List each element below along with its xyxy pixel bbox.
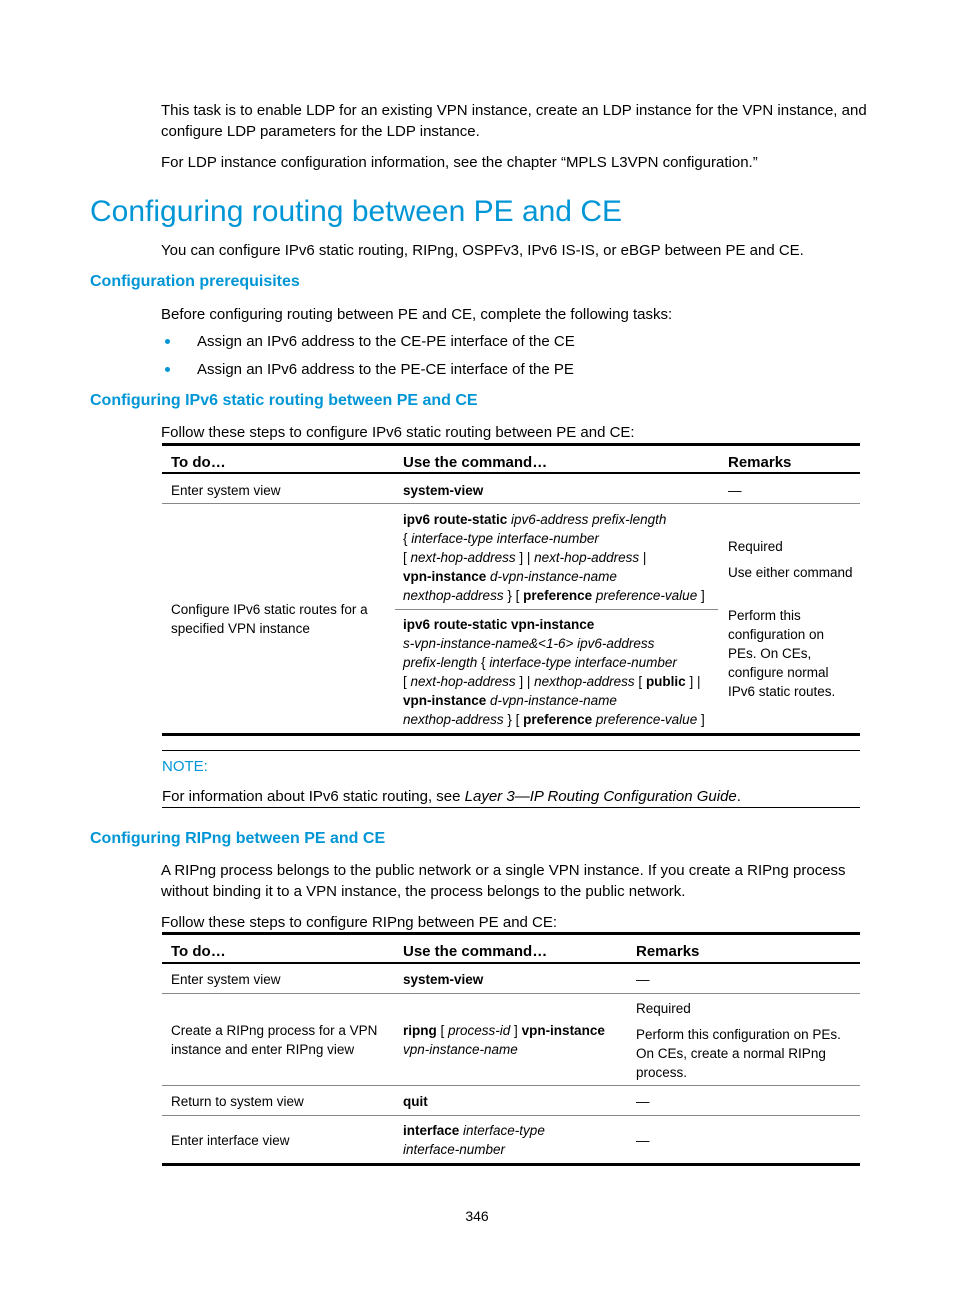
prereq-item [197, 359, 574, 380]
ripng-row3-todo: Return to system view [171, 1094, 304, 1109]
ripng-header-remarks: Remarks [636, 943, 700, 960]
intro-paragraph-1: This task is to enable LDP for an existing VPN instance, create an LDP instance for the VPN instance, and configure LDP parameters for the LDP instance. [161, 102, 867, 140]
ripng-row2-remarks-1: Required [636, 1001, 691, 1016]
static-header-todo: To do… [171, 454, 226, 471]
static-row1-cmd: system-view [403, 483, 484, 498]
static-cmd-a: ipv6 route-static ipv6-address prefix-length { interface-type interface-number [ next-hop-address ] | next-hop-address | vpn-instance d-vpn-instance-name nexthop-address } [ preference preference-value ] [403, 512, 705, 603]
ripng-row4-todo: Enter interface view [171, 1133, 290, 1148]
intro-paragraph-2: For LDP instance configuration information, see the chapter “MPLS L3VPN configuration.” [161, 154, 758, 171]
section-intro: You can configure IPv6 static routing, RIPng, OSPFv3, IPv6 IS-IS, or eBGP between PE and CE. [161, 242, 804, 259]
note-label: NOTE: [162, 758, 208, 775]
static-row1-remarks: — [728, 483, 742, 498]
static-row2-remarks-1: Required [728, 539, 783, 554]
static-row2-remarks-3: Perform this configuration on PEs. On CEs, configure normal IPv6 static routes. [728, 608, 836, 699]
ripng-row1-cmd: system-view [403, 972, 484, 987]
ripng-row2-cmd: ripng [ process-id ] vpn-instance vpn-instance-name [403, 1023, 605, 1057]
section-title: Configuring routing between PE and CE [90, 195, 623, 228]
ripng-row1-remarks: — [636, 972, 650, 987]
static-row2-remarks-2: Use either command [728, 565, 853, 580]
ripng-row3-cmd: quit [403, 1094, 428, 1109]
ripng-heading: Configuring RIPng between PE and CE [90, 830, 386, 847]
static-header-command: Use the command… [403, 454, 548, 471]
prereq-item-text: Assign an IPv6 address to the CE-PE interface of the CE [197, 333, 575, 350]
ripng-row2-remarks-2: Perform this configuration on PEs. On CEs, create a normal RIPng process. [636, 1027, 841, 1080]
bullet-icon [165, 367, 170, 372]
ripng-paragraph: A RIPng process belongs to the public network or a single VPN instance. If you create a RIPng process without binding it to a VPN instance, the process belongs to the public network. [161, 862, 846, 900]
ripng-row3-remarks: — [636, 1094, 650, 1109]
ripng-row1-todo: Enter system view [171, 972, 281, 987]
ripng-row4-remarks: — [636, 1133, 650, 1148]
static-cmd-b: ipv6 route-static vpn-instance s-vpn-instance-name&<1-6> ipv6-address prefix-length { interface-type interface-number [ next-hop-address ] | nexthop-address [ public ] | vpn-instance d-vpn-instance-name nexthop-address } [ preference preference-value ] [403, 617, 705, 727]
ripng-header-command: Use the command… [403, 943, 548, 960]
static-header-remarks: Remarks [728, 454, 792, 471]
note-text: For information about IPv6 static routing, see Layer 3—IP Routing Configuration Guide. [162, 788, 741, 805]
ripng-lead: Follow these steps to configure RIPng between PE and CE: [161, 914, 558, 931]
ripng-row4-cmd: interface interface-type interface-number [403, 1123, 545, 1157]
static-heading: Configuring IPv6 static routing between PE and CE [90, 392, 478, 409]
prereq-item [197, 331, 575, 352]
static-lead: Follow these steps to configure IPv6 static routing between PE and CE: [161, 424, 635, 441]
static-row2-todo: Configure IPv6 static routes for a specified VPN instance [171, 602, 368, 636]
page-number: 346 [465, 1208, 489, 1224]
ripng-header-todo: To do… [171, 943, 226, 960]
bullet-icon [165, 339, 170, 344]
ripng-row2-todo: Create a RIPng process for a VPN instance and enter RIPng view [171, 1023, 378, 1057]
prereq-heading: Configuration prerequisites [90, 273, 300, 290]
prereq-lead: Before configuring routing between PE and CE, complete the following tasks: [161, 306, 673, 323]
prereq-item-text: Assign an IPv6 address to the PE-CE interface of the PE [197, 361, 574, 378]
static-row1-todo: Enter system view [171, 483, 281, 498]
